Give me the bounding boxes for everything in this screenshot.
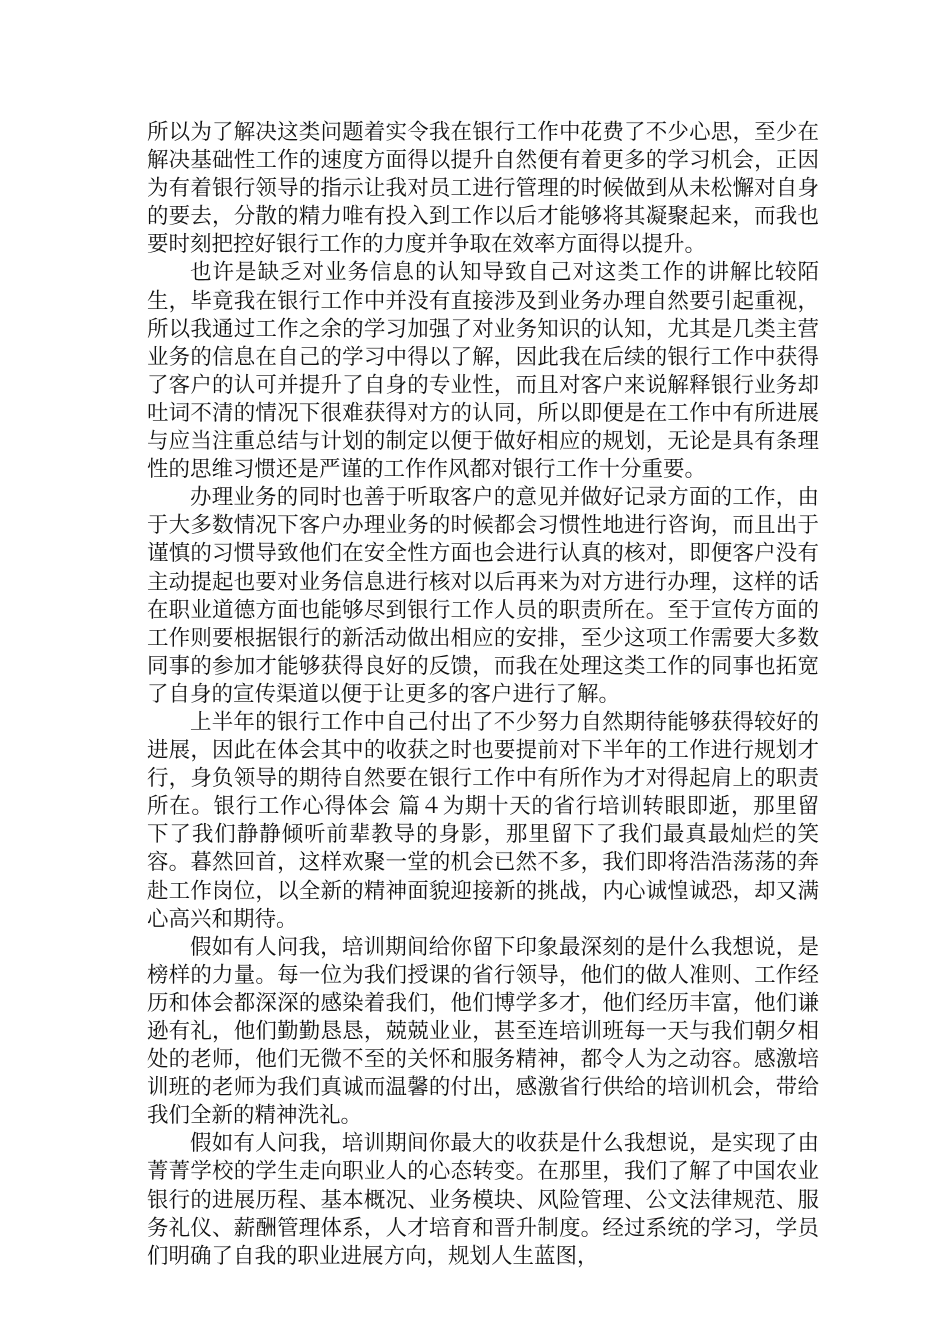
paragraph-1: 所以为了解决这类问题着实令我在银行工作中花费了不少心思，至少在解决基础性工作的速度方面得以提升自然便有着更多的学习机会，正因为有着银行领导的指示让我对员工进行管理的时候做到从未松懈对自身的要去，分散的精力唯有投入到工作以后才能够将其凝聚起来，而我也要时刻把控好银行工作的力度并争取在效率方面得以提升。 <box>147 120 819 258</box>
paragraph-2: 也许是缺乏对业务信息的认知导致自己对这类工作的讲解比较陌生，毕竟我在银行工作中并没有直接涉及到业务办理自然要引起重视，所以我通过工作之余的学习加强了对业务知识的认知，尤其是几类主营业务的信息在自己的学习中得以了解，因此我在后续的银行工作中获得了客户的认可并提升了自身的专业性，而且对客户来说解释银行业务却吐词不清的情况下很难获得对方的认同，所以即便是在工作中有所进展与应当注重总结与计划的制定以便于做好相应的规划，无论是具有条理性的思维习惯还是严谨的工作作风都对银行工作十分重要。 <box>147 260 819 483</box>
paragraph-4: 上半年的银行工作中自己付出了不少努力自然期待能够获得较好的进展，因此在体会其中的收获之时也要提前对下半年的工作进行规划才行，身负领导的期待自然要在银行工作中有所作为才对得起肩上的职责所在。银行工作心得体会 篇４为期十天的省行培训转眼即逝，那里留下了我们静静倾听前辈教导的身影，那里留下了我们最真最灿烂的笑容。暮然回首，这样欢聚一堂的机会已然不多，我们即将浩浩荡荡的奔赴工作岗位，以全新的精神面貌迎接新的挑战，内心诚惶诚恐，却又满心高兴和期待。 <box>147 709 819 932</box>
document-body <box>147 119 819 1271</box>
paragraph-6: 假如有人问我，培训期间你最大的收获是什么我想说，是实现了由菁菁学校的学生走向职业人的心态转变。在那里，我们了解了中国农业银行的进展历程、基本概况、业务模块、风险管理、公文法律规范、服务礼仪、薪酬管理体系，人才培育和晋升制度。经过系统的学习，学员们明确了自我的职业进展方向，规划人生蓝图， <box>147 1131 819 1269</box>
paragraph-3: 办理业务的同时也善于听取客户的意见并做好记录方面的工作，由于大多数情况下客户办理业务的时候都会习惯性地进行咨询，而且出于谨慎的习惯导致他们在安全性方面也会进行认真的核对，即便客户没有主动提起也要对业务信息进行核对以后再来为对方进行办理，这样的话在职业道德方面也能够尽到银行工作人员的职责所在。至于宣传方面的工作则要根据银行的新活动做出相应的安排，至少这项工作需要大多数同事的参加才能够获得良好的反馈，而我在处理这类工作的同事也拓宽了自身的宣传渠道以便于让更多的客户进行了解。 <box>147 485 819 707</box>
paragraph-5: 假如有人问我，培训期间给你留下印象最深刻的是什么我想说，是榜样的力量。每一位为我们授课的省行领导，他们的做人准则、工作经历和体会都深深的感染着我们，他们博学多才，他们经历丰富，他们谦逊有礼，他们勤勤恳恳，兢兢业业，甚至连培训班每一天与我们朝夕相处的老师，他们无微不至的关怀和服务精神，都令人为之动容。感激培训班的老师为我们真诚而温馨的付出，感激省行供给的培训机会，带给我们全新的精神洗礼。 <box>147 934 819 1129</box>
